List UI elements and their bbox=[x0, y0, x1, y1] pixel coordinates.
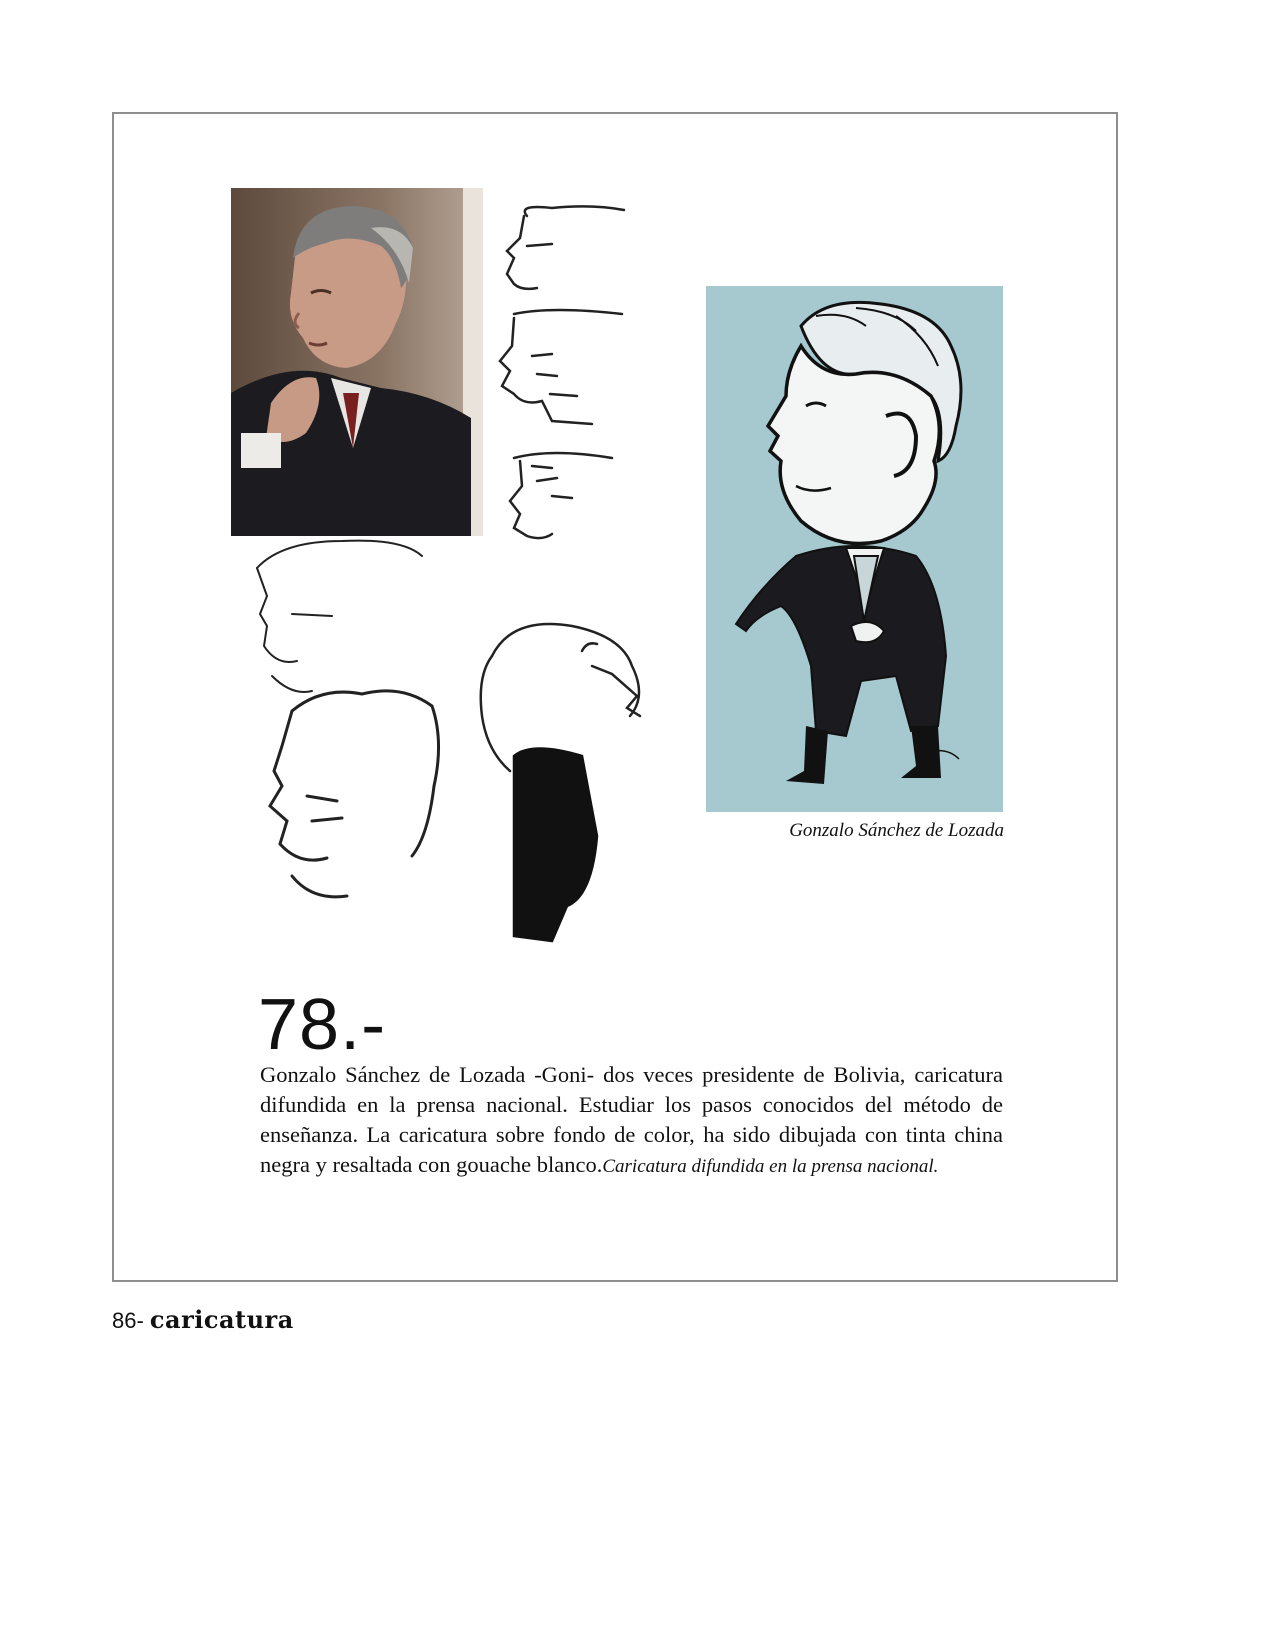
sketch-step-1 bbox=[507, 206, 624, 289]
finished-caricature bbox=[706, 286, 1003, 812]
sketch-step-2 bbox=[500, 310, 622, 424]
section-title: caricatura bbox=[149, 1305, 294, 1334]
sketch-step-3 bbox=[510, 453, 612, 538]
finished-caricature-image bbox=[706, 286, 1003, 812]
page-number: 86- bbox=[112, 1308, 144, 1333]
entry-number: 78.- bbox=[258, 985, 387, 1065]
page-footer bbox=[112, 1305, 294, 1334]
entry-credit: Caricatura difundida en la prensa nacional. bbox=[602, 1156, 939, 1177]
entry-description: Gonzalo Sánchez de Lozada -Goni- dos veces presidente de Bolivia, caricatura difundida en la prensa nacional. Estudiar los pasos conocidos del método de enseñanza. La caricatura sobre fondo de color, ha sido dibujada con tinta china negra y resaltada con gouache blanco. bbox=[260, 1062, 1003, 1177]
sketch-step-6-body bbox=[514, 749, 597, 942]
sketch-step-4 bbox=[257, 541, 422, 692]
sketch-sequence bbox=[252, 196, 682, 986]
entry-body bbox=[260, 1060, 1003, 1182]
sketch-step-5 bbox=[270, 691, 439, 897]
sketch-step-6 bbox=[481, 624, 640, 771]
figure-caption: Gonzalo Sánchez de Lozada bbox=[789, 820, 1004, 841]
